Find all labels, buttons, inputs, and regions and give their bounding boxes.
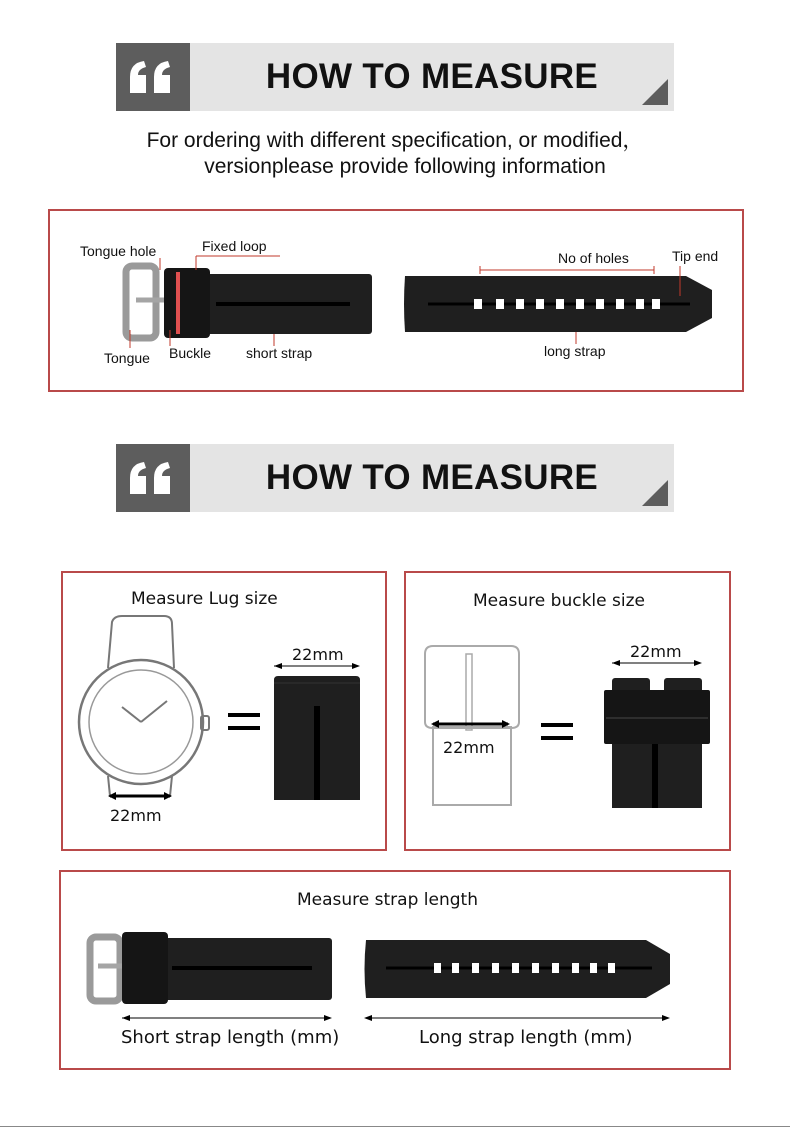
label-buckle: Buckle [169,345,212,361]
label-no-of-holes: No of holes [558,250,629,266]
buckle-strap-width: 22mm [630,642,682,661]
banner-title: HOW TO MEASURE [265,458,599,497]
buckle-width: 22mm [443,738,495,757]
lug-watch-width: 22mm [110,806,162,825]
label-fixed-loop: Fixed loop [202,238,267,254]
length-panel-title: Measure strap length [297,890,478,910]
divider [0,1126,790,1127]
lug-strap-width: 22mm [292,645,344,664]
intro-line-1: For ordering with different specification, or modified， [146,129,644,152]
label-tongue: Tongue [104,350,150,366]
short-strap-length-label: Short strap length (mm) [121,1027,340,1048]
label-tongue-hole: Tongue hole [80,243,157,259]
banner-title: HOW TO MEASURE [265,57,599,96]
intro-line-2: versionplease provide following information [204,155,606,178]
buckle-panel-title: Measure buckle size [473,591,645,611]
lug-panel-title: Measure Lug size [131,589,278,609]
label-short-strap: short strap [246,345,313,361]
label-long-strap: long strap [544,343,606,359]
long-strap-length-label: Long strap length (mm) [419,1027,633,1048]
label-tip-end: Tip end [672,248,719,264]
